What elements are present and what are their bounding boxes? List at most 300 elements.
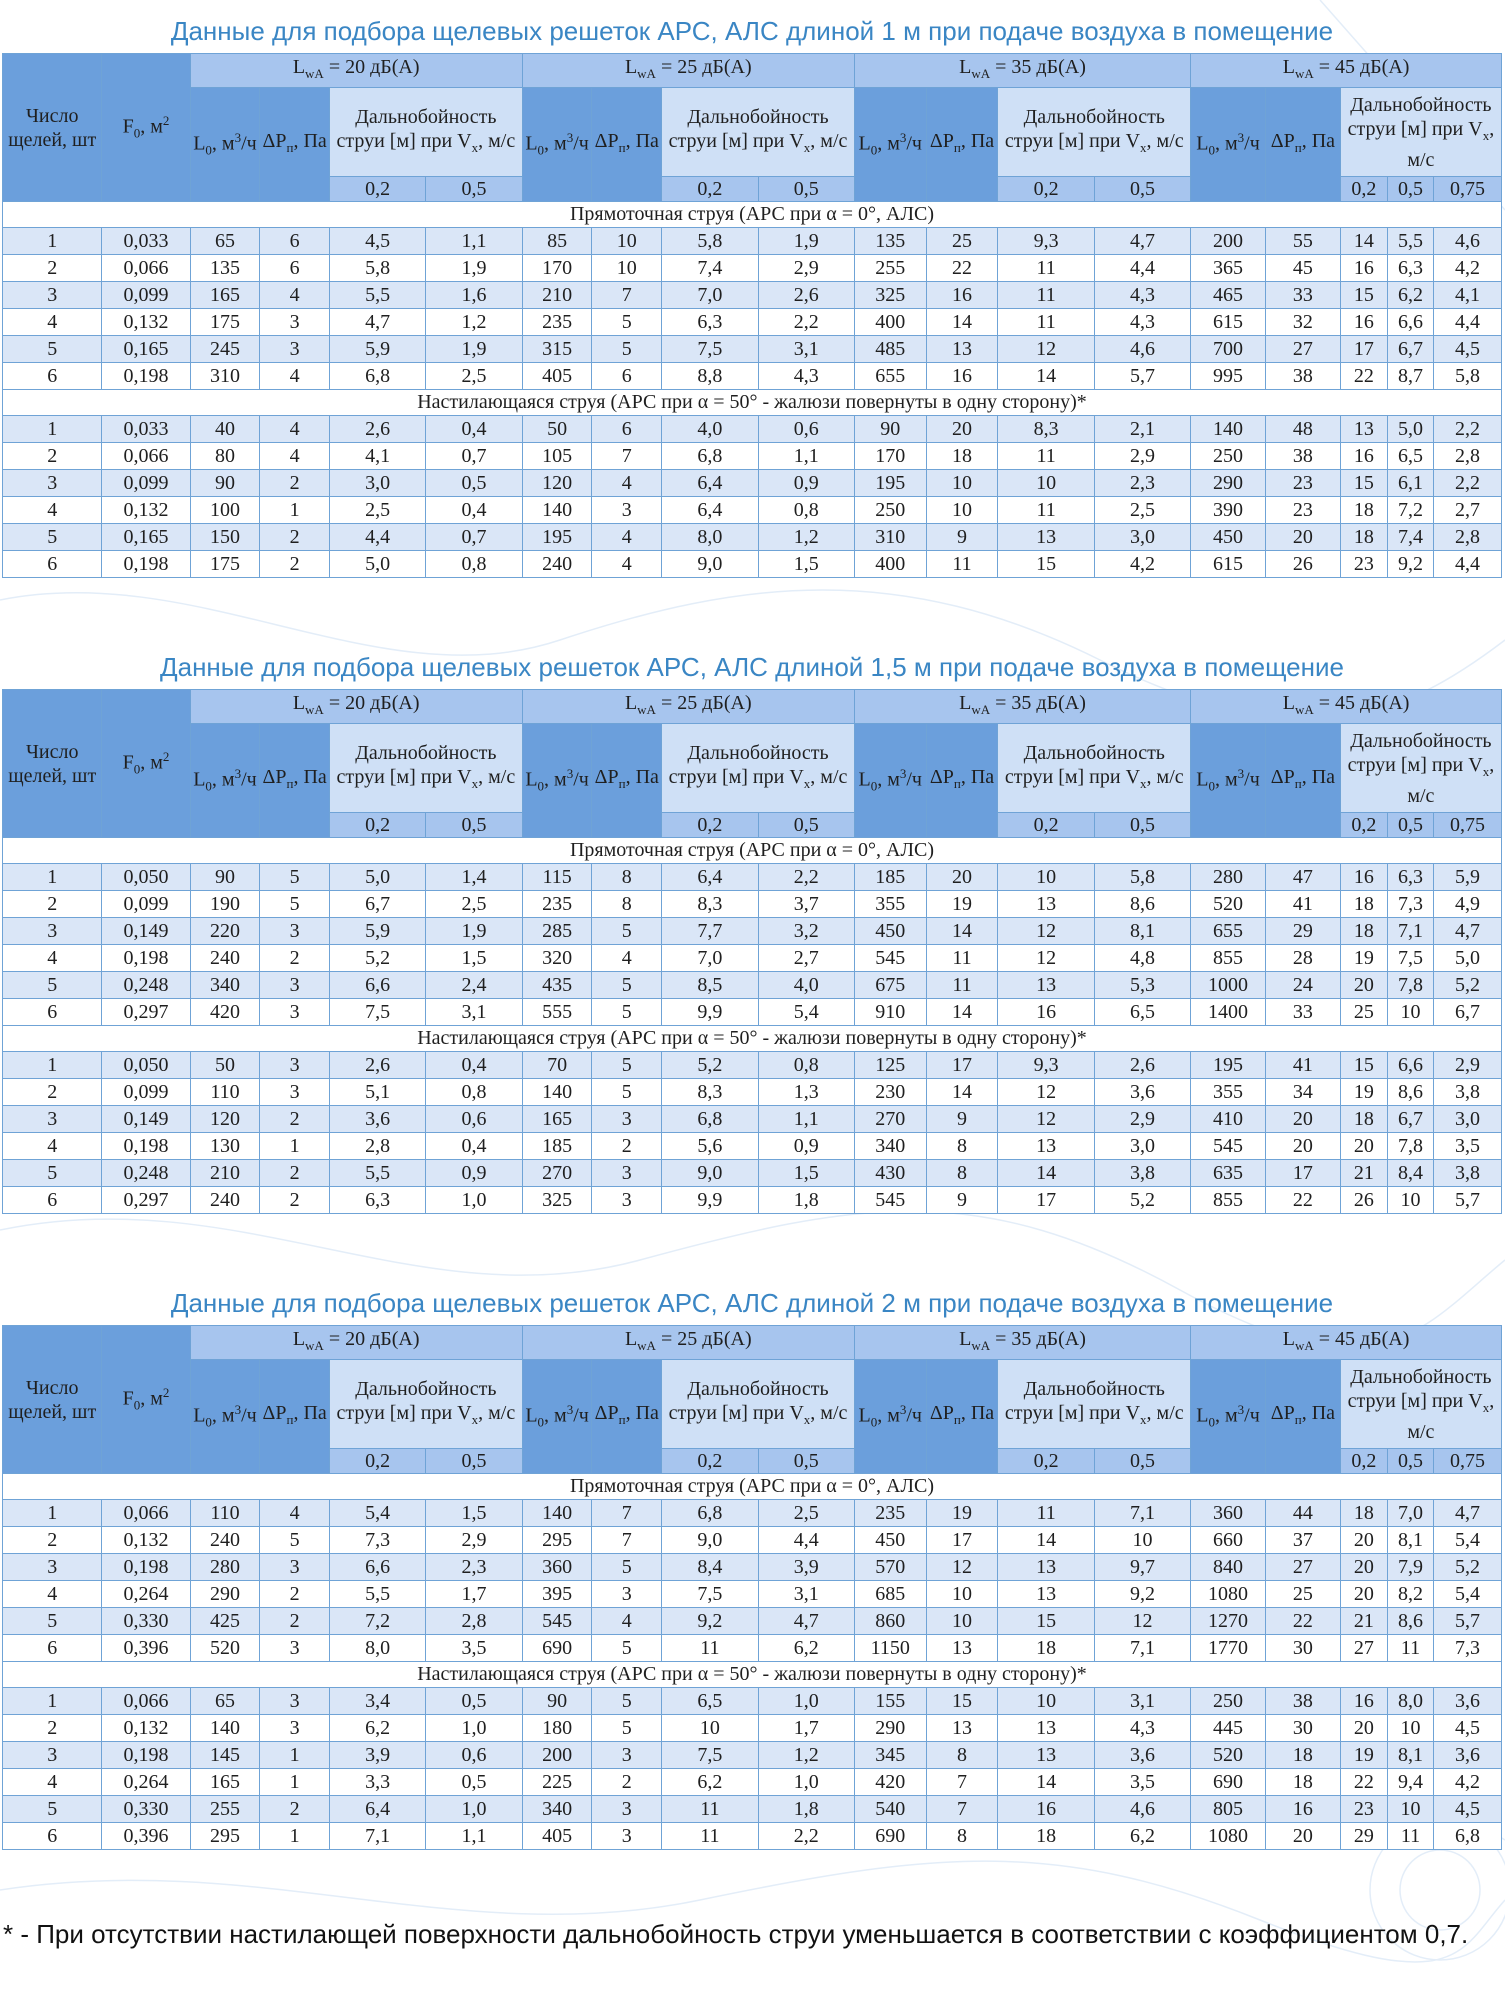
header-v-05: 0,5 — [1094, 177, 1190, 202]
table-row — [3, 416, 1502, 443]
table-cell: 10 — [1387, 1715, 1433, 1742]
table-cell: 290 — [854, 1715, 926, 1742]
table-cell: 2,2 — [758, 309, 854, 336]
table-cell: 5,4 — [330, 1500, 426, 1527]
table-cell: 0,198 — [102, 945, 190, 972]
table-cell: 3 — [260, 1554, 330, 1581]
table-cell: 140 — [522, 497, 592, 524]
table-cell: 8 — [592, 864, 662, 891]
table-cell: 3 — [592, 1742, 662, 1769]
table-cell: 0,9 — [426, 1160, 522, 1187]
header-dp: $\Delta P_п$, Па — [592, 724, 662, 838]
table-cell: 8,3 — [662, 1079, 758, 1106]
table-row — [3, 497, 1502, 524]
header-v-05: 0,5 — [1094, 813, 1190, 838]
table-cell: 1 — [3, 416, 102, 443]
table-cell: 0,8 — [426, 551, 522, 578]
header-v-075: 0,75 — [1434, 177, 1502, 202]
table-cell: 4,7 — [1434, 1500, 1502, 1527]
table-cell: 0,248 — [102, 972, 190, 999]
table-cell: 17 — [1265, 1160, 1340, 1187]
table-cell: 1,8 — [758, 1796, 854, 1823]
table-cell: 325 — [854, 282, 926, 309]
header-lwa-20: $L_{wA} = 20$ дБ(А) — [190, 1326, 522, 1360]
table-cell: 3 — [260, 972, 330, 999]
table-cell: 255 — [854, 255, 926, 282]
table-cell: 8,8 — [662, 363, 758, 390]
table-cell: 0,198 — [102, 1554, 190, 1581]
table-cell: 1,1 — [758, 1106, 854, 1133]
table-cell: 6 — [260, 228, 330, 255]
table-cell: 6,2 — [1387, 282, 1433, 309]
table-cell: 18 — [1340, 1106, 1387, 1133]
table-cell: 10 — [1094, 1527, 1190, 1554]
table-row — [3, 524, 1502, 551]
table-cell: 8 — [592, 891, 662, 918]
table-cell: 1 — [260, 1742, 330, 1769]
table-cell: 23 — [1265, 470, 1340, 497]
table-cell: 405 — [522, 1823, 592, 1850]
header-l0: $L_0$, $м^3/ч$ — [1191, 88, 1266, 202]
table-cell: 65 — [190, 228, 260, 255]
table-cell: 11 — [1387, 1635, 1433, 1662]
table-cell: 7,0 — [662, 282, 758, 309]
table-cell: 395 — [522, 1581, 592, 1608]
table-cell: 5,7 — [1434, 1187, 1502, 1214]
table-cell: 4 — [260, 1500, 330, 1527]
table-row — [3, 336, 1502, 363]
table-cell: 4,2 — [1434, 1769, 1502, 1796]
header-lwa-35: $L_{wA} = 35$ дБ(А) — [854, 54, 1190, 88]
table-cell: 7 — [592, 1527, 662, 1554]
header-l0: $L_0$, $м^3/ч$ — [854, 1360, 926, 1474]
table-cell: 1400 — [1191, 999, 1266, 1026]
table-cell: 165 — [190, 282, 260, 309]
table-cell: 2,5 — [758, 1500, 854, 1527]
table-cell: 4 — [592, 945, 662, 972]
table-cell: 520 — [190, 1635, 260, 1662]
table-cell: 44 — [1265, 1500, 1340, 1527]
table-cell: 250 — [1191, 1688, 1266, 1715]
table-cell: 1,0 — [426, 1715, 522, 1742]
table-cell: 6 — [3, 1823, 102, 1850]
table-cell: 8,6 — [1387, 1079, 1433, 1106]
table-cell: 7,5 — [330, 999, 426, 1026]
table-cell: 355 — [854, 891, 926, 918]
table-cell: 0,198 — [102, 363, 190, 390]
table-cell: 14 — [926, 918, 998, 945]
header-v-05: 0,5 — [1387, 177, 1433, 202]
table-cell: 0,7 — [426, 524, 522, 551]
header-v-02: 0,2 — [662, 177, 758, 202]
table-cell: 10 — [998, 470, 1094, 497]
table-cell: 9,7 — [1094, 1554, 1190, 1581]
header-v-05: 0,5 — [1387, 1449, 1433, 1474]
table-cell: 12 — [998, 336, 1094, 363]
table-cell: 3,7 — [758, 891, 854, 918]
table-cell: 4 — [592, 551, 662, 578]
header-range: Дальнобойность струи [м] при $V_x$, м/с — [662, 724, 855, 813]
table-cell: 8,4 — [662, 1554, 758, 1581]
table-cell: 0,8 — [758, 1052, 854, 1079]
table-cell: 13 — [926, 1635, 998, 1662]
table-cell: 1,5 — [426, 1500, 522, 1527]
table-cell: 2,9 — [1094, 1106, 1190, 1133]
table-cell: 2 — [592, 1769, 662, 1796]
table-cell: 2,8 — [426, 1608, 522, 1635]
table-cell: 7,8 — [1387, 1133, 1433, 1160]
table-cell: 0,033 — [102, 228, 190, 255]
table-cell: 8,0 — [330, 1635, 426, 1662]
table-cell: 2,8 — [330, 1133, 426, 1160]
table-cell: 3,8 — [1094, 1160, 1190, 1187]
table-cell: 5,5 — [330, 282, 426, 309]
table-cell: 8,1 — [1094, 918, 1190, 945]
table-cell: 19 — [926, 891, 998, 918]
table-cell: 6,5 — [1387, 443, 1433, 470]
table-cell: 7 — [592, 1500, 662, 1527]
table-cell: 10 — [998, 864, 1094, 891]
table-cell: 16 — [1340, 255, 1387, 282]
table-cell: 855 — [1191, 945, 1266, 972]
table-cell: 1 — [260, 1823, 330, 1850]
table-cell: 2,9 — [1094, 443, 1190, 470]
header-l0: $L_0$, $м^3/ч$ — [190, 724, 260, 838]
table-cell: 12 — [998, 1079, 1094, 1106]
table-cell: 1,4 — [426, 864, 522, 891]
table-cell: 18 — [1340, 1500, 1387, 1527]
table-cell: 5,2 — [662, 1052, 758, 1079]
table-cell: 4,0 — [758, 972, 854, 999]
table-cell: 90 — [522, 1688, 592, 1715]
table-cell: 7,4 — [662, 255, 758, 282]
table-cell: 2,2 — [758, 864, 854, 891]
header-lwa-45: $L_{wA} = 45$ дБ(А) — [1191, 54, 1502, 88]
table-cell: 7,1 — [1094, 1635, 1190, 1662]
table-cell: 0,099 — [102, 891, 190, 918]
table-cell: 6,3 — [662, 309, 758, 336]
table-row — [3, 1635, 1502, 1662]
table-cell: 635 — [1191, 1160, 1266, 1187]
footnote: * - При отсутствии настилающей поверхности дальнобойность струи уменьшается в соответствии с коэффициентом 0,7. — [3, 1919, 1469, 1949]
table-cell: 41 — [1265, 891, 1340, 918]
table-cell: 1150 — [854, 1635, 926, 1662]
table-cell: 9,9 — [662, 999, 758, 1026]
table-cell: 660 — [1191, 1527, 1266, 1554]
table-cell: 3,1 — [426, 999, 522, 1026]
header-dp: $\Delta P_п$, Па — [260, 1360, 330, 1474]
table-cell: 685 — [854, 1581, 926, 1608]
table-cell: 2 — [3, 255, 102, 282]
table-cell: 210 — [190, 1160, 260, 1187]
table-cell: 10 — [998, 1688, 1094, 1715]
table-cell: 20 — [1265, 524, 1340, 551]
table-cell: 1000 — [1191, 972, 1266, 999]
table-cell: 7 — [926, 1769, 998, 1796]
table-cell: 120 — [522, 470, 592, 497]
table-cell: 11 — [662, 1796, 758, 1823]
table-cell: 3 — [592, 1106, 662, 1133]
table-cell: 105 — [522, 443, 592, 470]
table-row — [3, 1715, 1502, 1742]
table-cell: 0,198 — [102, 1742, 190, 1769]
table-cell: 27 — [1265, 336, 1340, 363]
table-cell: 34 — [1265, 1079, 1340, 1106]
table-cell: 320 — [522, 945, 592, 972]
table-cell: 235 — [854, 1500, 926, 1527]
table-cell: 3 — [592, 1160, 662, 1187]
table-cell: 9,9 — [662, 1187, 758, 1214]
table-cell: 290 — [190, 1581, 260, 1608]
table-cell: 7,1 — [330, 1823, 426, 1850]
table-cell: 0,264 — [102, 1581, 190, 1608]
table-cell: 11 — [1387, 1823, 1433, 1850]
table-cell: 7 — [926, 1796, 998, 1823]
table-cell: 200 — [522, 1742, 592, 1769]
table-cell: 22 — [1265, 1187, 1340, 1214]
table-cell: 4,4 — [1434, 309, 1502, 336]
table-cell: 315 — [522, 336, 592, 363]
table-cell: 3 — [592, 1187, 662, 1214]
header-v-075: 0,75 — [1434, 1449, 1502, 1474]
table-cell: 7,0 — [662, 945, 758, 972]
table-cell: 11 — [998, 1500, 1094, 1527]
header-lwa-20: $L_{wA} = 20$ дБ(А) — [190, 690, 522, 724]
table-cell: 2,4 — [426, 972, 522, 999]
table-cell: 6,7 — [1387, 336, 1433, 363]
table-cell: 6,2 — [758, 1635, 854, 1662]
table-cell: 7 — [592, 282, 662, 309]
table-cell: 5,0 — [1434, 945, 1502, 972]
table-cell: 2 — [260, 945, 330, 972]
table-cell: 0,033 — [102, 416, 190, 443]
table-cell: 4 — [3, 309, 102, 336]
table-cell: 5,0 — [1387, 416, 1433, 443]
table-cell: 995 — [1191, 363, 1266, 390]
table-cell: 195 — [1191, 1052, 1266, 1079]
table-cell: 165 — [522, 1106, 592, 1133]
table-cell: 23 — [1340, 551, 1387, 578]
table-cell: 0,050 — [102, 1052, 190, 1079]
header-lwa-25: $L_{wA} = 25$ дБ(А) — [522, 690, 854, 724]
table-cell: 16 — [1340, 309, 1387, 336]
table-cell: 5,2 — [1094, 1187, 1190, 1214]
table-cell: 340 — [190, 972, 260, 999]
header-v-05: 0,5 — [758, 1449, 854, 1474]
table-cell: 4 — [592, 524, 662, 551]
table-cell: 1,9 — [426, 336, 522, 363]
table-cell: 2 — [260, 1187, 330, 1214]
table-cell: 3 — [260, 1635, 330, 1662]
table-cell: 5,9 — [1434, 864, 1502, 891]
table-cell: 8,0 — [662, 524, 758, 551]
header-dp: $\Delta P_п$, Па — [260, 88, 330, 202]
table-cell: 170 — [522, 255, 592, 282]
table-cell: 41 — [1265, 1052, 1340, 1079]
table-cell: 12 — [926, 1554, 998, 1581]
table-cell: 2,2 — [1434, 470, 1502, 497]
table-cell: 6 — [3, 1187, 102, 1214]
table-cell: 18 — [1340, 891, 1387, 918]
table-row — [3, 1160, 1502, 1187]
table-cell: 7,1 — [1387, 918, 1433, 945]
table-cell: 27 — [1340, 1635, 1387, 1662]
header-count: Число щелей, шт — [3, 1326, 102, 1474]
table-cell: 3 — [592, 1823, 662, 1850]
table-cell: 340 — [854, 1133, 926, 1160]
header-v-02: 0,2 — [330, 177, 426, 202]
table-cell: 0,297 — [102, 1187, 190, 1214]
table-cell: 4 — [3, 945, 102, 972]
header-v-02: 0,2 — [662, 1449, 758, 1474]
table-cell: 0,264 — [102, 1769, 190, 1796]
table-cell: 4 — [3, 1133, 102, 1160]
table-cell: 1 — [3, 864, 102, 891]
table-cell: 14 — [926, 999, 998, 1026]
table-cell: 245 — [190, 336, 260, 363]
table-cell: 65 — [190, 1688, 260, 1715]
table-row — [3, 1742, 1502, 1769]
table-cell: 155 — [854, 1688, 926, 1715]
table-cell: 38 — [1265, 363, 1340, 390]
table-cell: 2,9 — [426, 1527, 522, 1554]
table-cell: 22 — [1340, 363, 1387, 390]
table-cell: 0,8 — [426, 1079, 522, 1106]
table-cell: 26 — [1340, 1187, 1387, 1214]
table-cell: 0,066 — [102, 1688, 190, 1715]
header-lwa-25: $L_{wA} = 25$ дБ(А) — [522, 54, 854, 88]
table-cell: 485 — [854, 336, 926, 363]
table-cell: 2 — [592, 1133, 662, 1160]
table-cell: 6 — [592, 416, 662, 443]
table-cell: 22 — [926, 255, 998, 282]
table-cell: 1,9 — [426, 918, 522, 945]
table-cell: 3 — [260, 918, 330, 945]
table-cell: 6,7 — [1434, 999, 1502, 1026]
table-cell: 2,7 — [1434, 497, 1502, 524]
table-cell: 1,2 — [758, 524, 854, 551]
table-cell: 3,8 — [1434, 1079, 1502, 1106]
table-cell: 2,2 — [1434, 416, 1502, 443]
table-cell: 3 — [592, 1796, 662, 1823]
table-cell: 8,7 — [1387, 363, 1433, 390]
table-cell: 3,0 — [1434, 1106, 1502, 1133]
table-cell: 5,2 — [330, 945, 426, 972]
table-cell: 3 — [260, 1079, 330, 1106]
header-v-02: 0,2 — [1340, 813, 1387, 838]
table-cell: 13 — [926, 336, 998, 363]
table-cell: 4,1 — [1434, 282, 1502, 309]
table-cell: 19 — [1340, 1742, 1387, 1769]
table-row — [3, 918, 1502, 945]
table-cell: 5,1 — [330, 1079, 426, 1106]
table-cell: 23 — [1265, 497, 1340, 524]
table-cell: 10 — [592, 255, 662, 282]
table-cell: 280 — [190, 1554, 260, 1581]
table-cell: 20 — [1340, 972, 1387, 999]
header-v-02: 0,2 — [662, 813, 758, 838]
table-cell: 0,396 — [102, 1823, 190, 1850]
table-cell: 7 — [592, 443, 662, 470]
table-cell: 8 — [926, 1823, 998, 1850]
table-row — [3, 1688, 1502, 1715]
data-table — [2, 689, 1502, 1214]
table-cell: 48 — [1265, 416, 1340, 443]
table-cell: 6,4 — [662, 497, 758, 524]
table-cell: 13 — [998, 1742, 1094, 1769]
table-cell: 21 — [1340, 1160, 1387, 1187]
table-cell: 6,2 — [330, 1715, 426, 1742]
table-cell: 3,5 — [1434, 1133, 1502, 1160]
header-v-02: 0,2 — [1340, 177, 1387, 202]
table-cell: 6,3 — [1387, 255, 1433, 282]
header-l0: $L_0$, $м^3/ч$ — [522, 88, 592, 202]
table-cell: 450 — [854, 1527, 926, 1554]
table-cell: 6,6 — [330, 1554, 426, 1581]
header-range: Дальнобойность струи [м] при $V_x$, м/с — [1340, 88, 1501, 177]
table-cell: 16 — [1340, 443, 1387, 470]
table-cell: 690 — [522, 1635, 592, 1662]
table-cell: 5,6 — [662, 1133, 758, 1160]
table-cell: 0,066 — [102, 255, 190, 282]
header-dp: $\Delta P_п$, Па — [592, 88, 662, 202]
header-range: Дальнобойность струи [м] при $V_x$, м/с — [662, 1360, 855, 1449]
table-cell: 4,3 — [758, 363, 854, 390]
table-cell: 6,8 — [662, 443, 758, 470]
table-cell: 4 — [3, 1769, 102, 1796]
section-spread-label: Настилающаяся струя (АРС при α = 50° - жалюзи повернуты в одну сторону)* — [3, 1026, 1502, 1052]
table-cell: 0,132 — [102, 1527, 190, 1554]
table-cell: 9,3 — [998, 1052, 1094, 1079]
table-cell: 10 — [926, 497, 998, 524]
table-cell: 10 — [1387, 1187, 1433, 1214]
table-cell: 15 — [1340, 470, 1387, 497]
table-cell: 2,7 — [758, 945, 854, 972]
table-cell: 7,8 — [1387, 972, 1433, 999]
table-cell: 18 — [1340, 524, 1387, 551]
table-cell: 16 — [1340, 864, 1387, 891]
table-cell: 5 — [592, 972, 662, 999]
table-cell: 5 — [3, 1160, 102, 1187]
table-cell: 140 — [190, 1715, 260, 1742]
table-cell: 14 — [998, 363, 1094, 390]
table-cell: 12 — [998, 1106, 1094, 1133]
table-cell: 5 — [592, 999, 662, 1026]
table-title: Данные для подбора щелевых решеток АРС, АЛС длиной 2 м при подаче воздуха в помещение — [170, 1288, 1334, 1318]
table-cell: 27 — [1265, 1554, 1340, 1581]
table-cell: 3,4 — [330, 1688, 426, 1715]
table-cell: 3 — [3, 470, 102, 497]
header-f0: $F_0$, $м^2$ — [102, 1326, 190, 1474]
table-cell: 10 — [1387, 999, 1433, 1026]
table-cell: 1,2 — [426, 309, 522, 336]
header-l0: $L_0$, $м^3/ч$ — [854, 724, 926, 838]
table-cell: 1,0 — [758, 1688, 854, 1715]
table-cell: 11 — [926, 972, 998, 999]
table-cell: 5 — [3, 972, 102, 999]
header-v-02: 0,2 — [330, 813, 426, 838]
table-cell: 7,7 — [662, 918, 758, 945]
table-cell: 325 — [522, 1187, 592, 1214]
table-cell: 5,2 — [1434, 972, 1502, 999]
header-range: Дальнобойность струи [м] при $V_x$, м/с — [330, 724, 523, 813]
table-cell: 9,0 — [662, 1527, 758, 1554]
header-v-05: 0,5 — [758, 813, 854, 838]
table-cell: 235 — [522, 891, 592, 918]
table-cell: 25 — [1340, 999, 1387, 1026]
table-cell: 400 — [854, 551, 926, 578]
table-cell: 15 — [1340, 282, 1387, 309]
